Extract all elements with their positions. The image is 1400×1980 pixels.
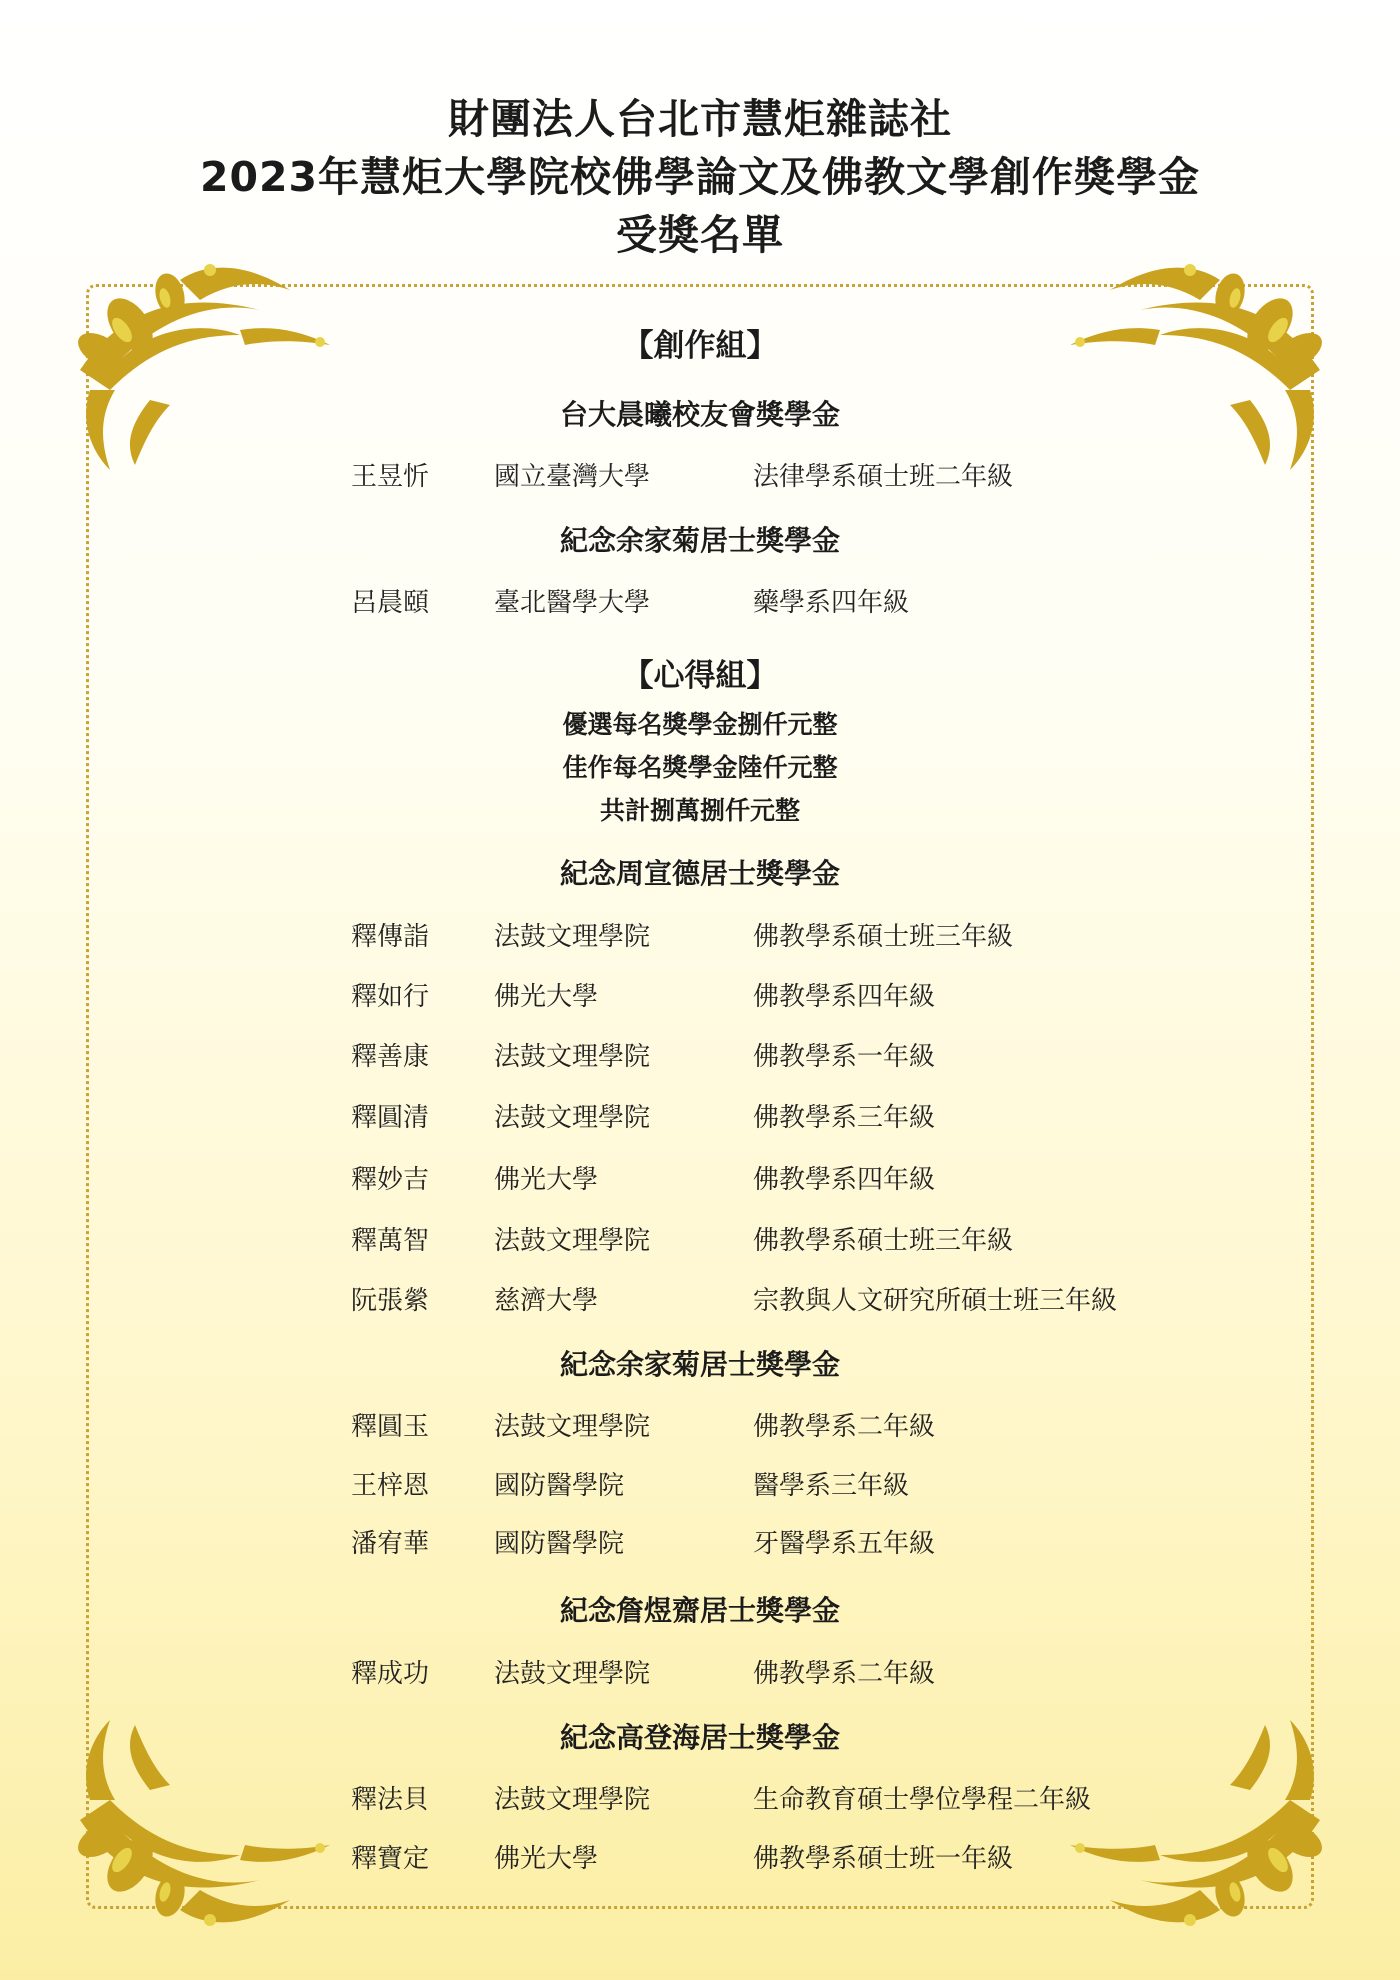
recipient-name: 釋圓清	[351, 1103, 430, 1133]
recipient-department: 藥學系四年級	[753, 588, 910, 618]
recipient-department: 佛教學系二年級	[753, 1412, 936, 1442]
recipient-department: 佛教學系一年級	[753, 1042, 936, 1072]
prize-note: 共計捌萬捌仟元整	[599, 796, 800, 825]
creative-group-heading: 【創作組】	[622, 328, 778, 364]
recipient-department: 生命教育碩士學位學程二年級	[753, 1785, 1092, 1815]
recipient-school: 法鼓文理學院	[494, 1785, 651, 1815]
recipient-department: 佛教學系二年級	[753, 1659, 936, 1689]
recipient-school: 佛光大學	[494, 982, 599, 1012]
recipient-school: 法鼓文理學院	[494, 1659, 651, 1689]
recipient-department: 佛教學系碩士班一年級	[753, 1844, 1014, 1874]
recipient-school: 國防醫學院	[494, 1471, 625, 1501]
recipient-name: 釋如行	[351, 982, 430, 1012]
recipient-name: 王昱忻	[351, 462, 430, 492]
organization-name: 財團法人台北市慧炬雜誌社	[448, 95, 952, 143]
recipient-list-title: 受獎名單	[616, 211, 784, 259]
award-title: 紀念詹煜齋居士獎學金	[559, 1594, 840, 1627]
recipient-name: 釋圓玉	[351, 1412, 430, 1442]
recipient-school: 國立臺灣大學	[494, 462, 651, 492]
recipient-school: 佛光大學	[494, 1844, 599, 1874]
recipient-school: 國防醫學院	[494, 1529, 625, 1559]
recipient-department: 佛教學系碩士班三年級	[753, 922, 1014, 952]
recipient-school: 臺北醫學大學	[494, 588, 651, 618]
prize-note: 優選每名獎學金捌仟元整	[562, 710, 838, 739]
recipient-name: 釋成功	[351, 1659, 430, 1689]
recipient-school: 法鼓文理學院	[494, 1103, 651, 1133]
reflection-group-heading: 【心得組】	[622, 658, 778, 694]
scholarship-title: 2023年慧炬大學院校佛學論文及佛教文學創作獎學金	[199, 153, 1201, 201]
recipient-school: 法鼓文理學院	[494, 1042, 651, 1072]
recipient-school: 法鼓文理學院	[494, 1226, 651, 1256]
recipient-school: 法鼓文理學院	[494, 922, 651, 952]
recipient-school: 慈濟大學	[494, 1286, 599, 1316]
recipient-department: 佛教學系四年級	[753, 982, 936, 1012]
recipient-name: 釋妙吉	[351, 1165, 430, 1195]
recipient-name: 釋萬智	[351, 1226, 430, 1256]
recipient-school: 法鼓文理學院	[494, 1412, 651, 1442]
recipient-name: 王梓恩	[351, 1471, 430, 1501]
recipient-name: 釋傳詣	[351, 922, 430, 952]
recipient-department: 宗教與人文研究所碩士班三年級	[753, 1286, 1118, 1316]
recipient-department: 醫學系三年級	[753, 1471, 910, 1501]
recipient-department: 佛教學系碩士班三年級	[753, 1226, 1014, 1256]
recipient-name: 潘宥華	[351, 1529, 430, 1559]
recipient-name: 阮張縈	[351, 1286, 430, 1316]
award-title: 紀念余家菊居士獎學金	[559, 1348, 840, 1381]
award-title: 紀念周宣德居士獎學金	[559, 857, 840, 890]
recipient-name: 呂晨頤	[351, 588, 430, 618]
recipient-department: 佛教學系三年級	[753, 1103, 936, 1133]
recipient-school: 佛光大學	[494, 1165, 599, 1195]
recipient-department: 法律學系碩士班二年級	[753, 462, 1014, 492]
award-title: 紀念高登海居士獎學金	[559, 1721, 840, 1754]
recipient-name: 釋寶定	[351, 1844, 430, 1874]
recipient-department: 牙醫學系五年級	[753, 1529, 936, 1559]
award-title: 台大晨曦校友會獎學金	[559, 398, 840, 431]
recipient-name: 釋善康	[351, 1042, 430, 1072]
recipient-department: 佛教學系四年級	[753, 1165, 936, 1195]
recipient-name: 釋法貝	[351, 1785, 430, 1815]
prize-note: 佳作每名獎學金陸仟元整	[562, 753, 838, 782]
award-title: 紀念余家菊居士獎學金	[559, 524, 840, 557]
